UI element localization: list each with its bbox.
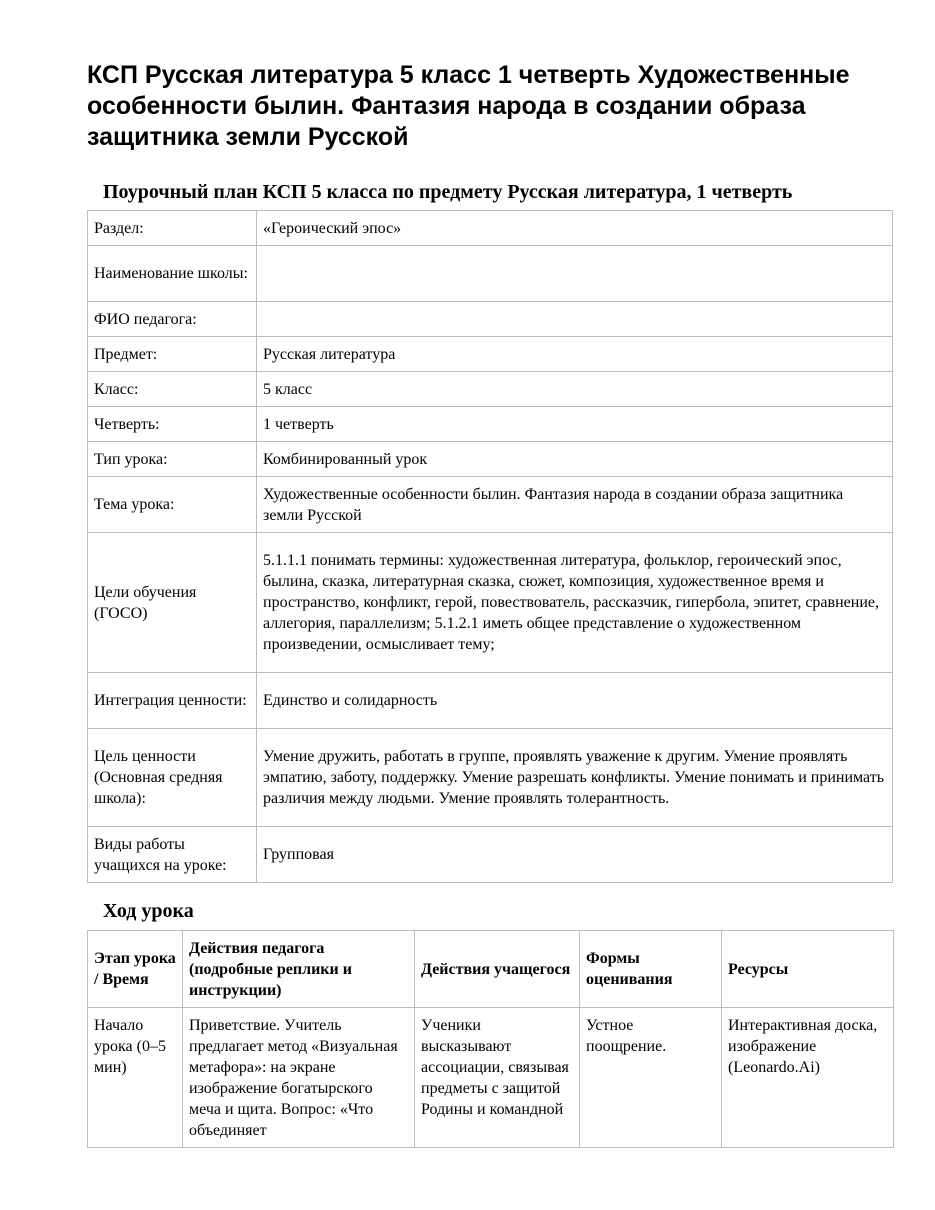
info-value: Художественные особенности былин. Фантазия народа в создании образа защитника земли Русской	[257, 477, 893, 533]
info-label: Цели обучения (ГОСО)	[88, 533, 257, 673]
table-row	[88, 729, 893, 827]
info-label: Четверть:	[88, 407, 257, 442]
column-header-teacher-actions: Действия педагога (подробные реплики и инструкции)	[183, 931, 415, 1008]
table-row	[88, 533, 893, 673]
info-value: 1 четверть	[257, 407, 893, 442]
table-row	[88, 337, 893, 372]
table-row	[88, 372, 893, 407]
resources-cell: Интерактивная доска, изображение (Leonardo.Ai)	[722, 1008, 894, 1148]
teacher-actions-cell: Приветствие. Учитель предлагает метод «Визуальная метафора»: на экране изображение богатырского меча и щита. Вопрос: «Что объединяет	[183, 1008, 415, 1148]
column-header-student-actions: Действия учащегося	[415, 931, 580, 1008]
assessment-cell: Устное поощрение.	[580, 1008, 722, 1148]
info-value: «Героический эпос»	[257, 211, 893, 246]
info-value	[257, 246, 893, 302]
stage-cell: Начало урока (0–5 мин)	[88, 1008, 183, 1148]
info-label: Наименование школы:	[88, 246, 257, 302]
info-value	[257, 302, 893, 337]
column-header-resources: Ресурсы	[722, 931, 894, 1008]
info-label: Виды работы учащихся на уроке:	[88, 827, 257, 883]
info-label: Предмет:	[88, 337, 257, 372]
table-row	[88, 407, 893, 442]
info-label: Тип урока:	[88, 442, 257, 477]
info-label: Цель ценности (Основная средняя школа):	[88, 729, 257, 827]
info-label: Раздел:	[88, 211, 257, 246]
info-label: Класс:	[88, 372, 257, 407]
info-value: Умение дружить, работать в группе, проявлять уважение к другим. Умение проявлять эмпатию, заботу, поддержку. Умение разрешать конфликты. Умение понимать и принимать различия между людьми. Умение проявлять толерантность.	[257, 729, 893, 827]
info-value: Единство и солидарность	[257, 673, 893, 729]
info-value: Русская литература	[257, 337, 893, 372]
info-value: 5 класс	[257, 372, 893, 407]
document-title: КСП Русская литература 5 класс 1 четверть Художественные особенности былин. Фантазия народа в создании образа защитника земли Русской	[87, 61, 850, 151]
table-row	[88, 442, 893, 477]
table-row	[88, 673, 893, 729]
info-value: Групповая	[257, 827, 893, 883]
info-value: 5.1.1.1 понимать термины: художественная литература, фольклор, героический эпос, былина, сказка, литературная сказка, сюжет, композиция, художественное время и пространство, конфликт, герой, повествователь, рассказчик, гипербола, эпитет, сравнение, аллегория, параллелизм; 5.1.2.1 иметь общее представление о художественном произведении, осмысливает тему;	[257, 533, 893, 673]
table-row	[88, 827, 893, 883]
column-header-stage: Этап урока / Время	[88, 931, 183, 1008]
table-row	[88, 477, 893, 533]
info-label: Тема урока:	[88, 477, 257, 533]
lesson-progress-table	[87, 930, 894, 1148]
table-row	[88, 302, 893, 337]
table-header-row	[88, 931, 894, 1008]
table-row	[88, 211, 893, 246]
lesson-info-table	[87, 210, 893, 883]
info-label: ФИО педагога:	[88, 302, 257, 337]
info-value: Комбинированный урок	[257, 442, 893, 477]
info-label: Интеграция ценности:	[88, 673, 257, 729]
table-row	[88, 246, 893, 302]
table-row	[88, 1008, 894, 1148]
lesson-progress-heading: Ход урока	[103, 900, 194, 922]
student-actions-cell: Ученики высказывают ассоциации, связывая предметы с защитой Родины и командной	[415, 1008, 580, 1148]
plan-heading: Поурочный план КСП 5 класса по предмету Русская литература, 1 четверть	[103, 181, 793, 203]
column-header-assessment: Формы оценивания	[580, 931, 722, 1008]
